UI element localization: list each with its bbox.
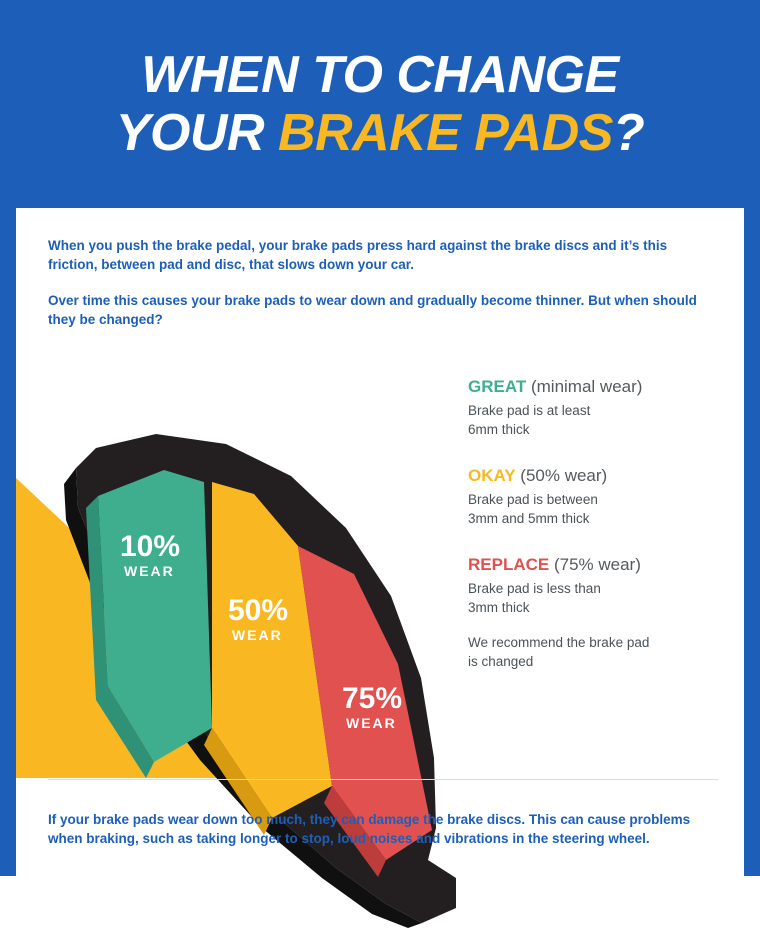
legend-replace-heading <box>468 554 730 576</box>
great-wear-sublabel: WEAR <box>124 563 175 579</box>
legend-recommendation-line-1: We recommend the brake pad <box>468 635 650 650</box>
great-percent-label: 10% <box>120 530 181 563</box>
intro-text-block <box>48 236 713 346</box>
page-title-line-2 <box>116 104 644 162</box>
legend-item-replace <box>468 554 730 671</box>
replace-wear-sublabel: WEAR <box>346 715 397 731</box>
segment-great-10-percent <box>86 470 212 778</box>
legend-great-keyword: GREAT <box>468 377 527 396</box>
legend-okay-desc-line-2: 3mm and 5mm thick <box>468 511 590 526</box>
legend-replace-desc-line-1: Brake pad is less than <box>468 581 601 596</box>
legend-okay-heading <box>468 465 730 487</box>
okay-percent-label: 50% <box>228 594 289 627</box>
main-content <box>16 208 744 876</box>
legend-recommendation-line-2: is changed <box>468 654 534 669</box>
legend-okay-qualifier: (50% wear) <box>515 466 608 485</box>
page-title-accent: BRAKE PADS <box>277 104 613 162</box>
legend-great-desc-line-1: Brake pad is at least <box>468 403 591 418</box>
okay-wear-sublabel: WEAR <box>232 627 283 643</box>
legend-great-qualifier: (minimal wear) <box>526 377 643 396</box>
page-title-line-1: WHEN TO CHANGE <box>141 46 619 104</box>
replace-percent-label: 75% <box>342 682 403 715</box>
header-banner <box>0 0 760 208</box>
intro-paragraph-1: When you push the brake pedal, your brake pads press hard against the brake discs and it’s this friction, between pad and disc, that slows down your car. <box>48 238 668 272</box>
intro-paragraph-2: Over time this causes your brake pads to wear down and gradually become thinner. But when should they be changed? <box>48 293 697 327</box>
legend-replace-keyword: REPLACE <box>468 555 550 574</box>
legend-item-great <box>468 376 730 439</box>
page-title-plain: YOUR <box>115 104 278 162</box>
legend-item-okay <box>468 465 730 528</box>
legend-great-heading <box>468 376 730 398</box>
legend-great-desc-line-2: 6mm thick <box>468 422 530 437</box>
wear-legend <box>468 376 730 697</box>
footer-warning-text: If your brake pads wear down too much, they can damage the brake discs. This can cause problems when braking, such as taking longer to stop, loud noises and vibrations in the steering wheel. <box>48 812 691 846</box>
legend-okay-desc-line-1: Brake pad is between <box>468 492 598 507</box>
page-title-tail: ? <box>612 104 645 162</box>
legend-replace-desc-line-2: 3mm thick <box>468 600 530 615</box>
legend-okay-keyword: OKAY <box>468 466 516 485</box>
footer-divider <box>48 779 718 780</box>
legend-replace-qualifier: (75% wear) <box>549 555 641 574</box>
